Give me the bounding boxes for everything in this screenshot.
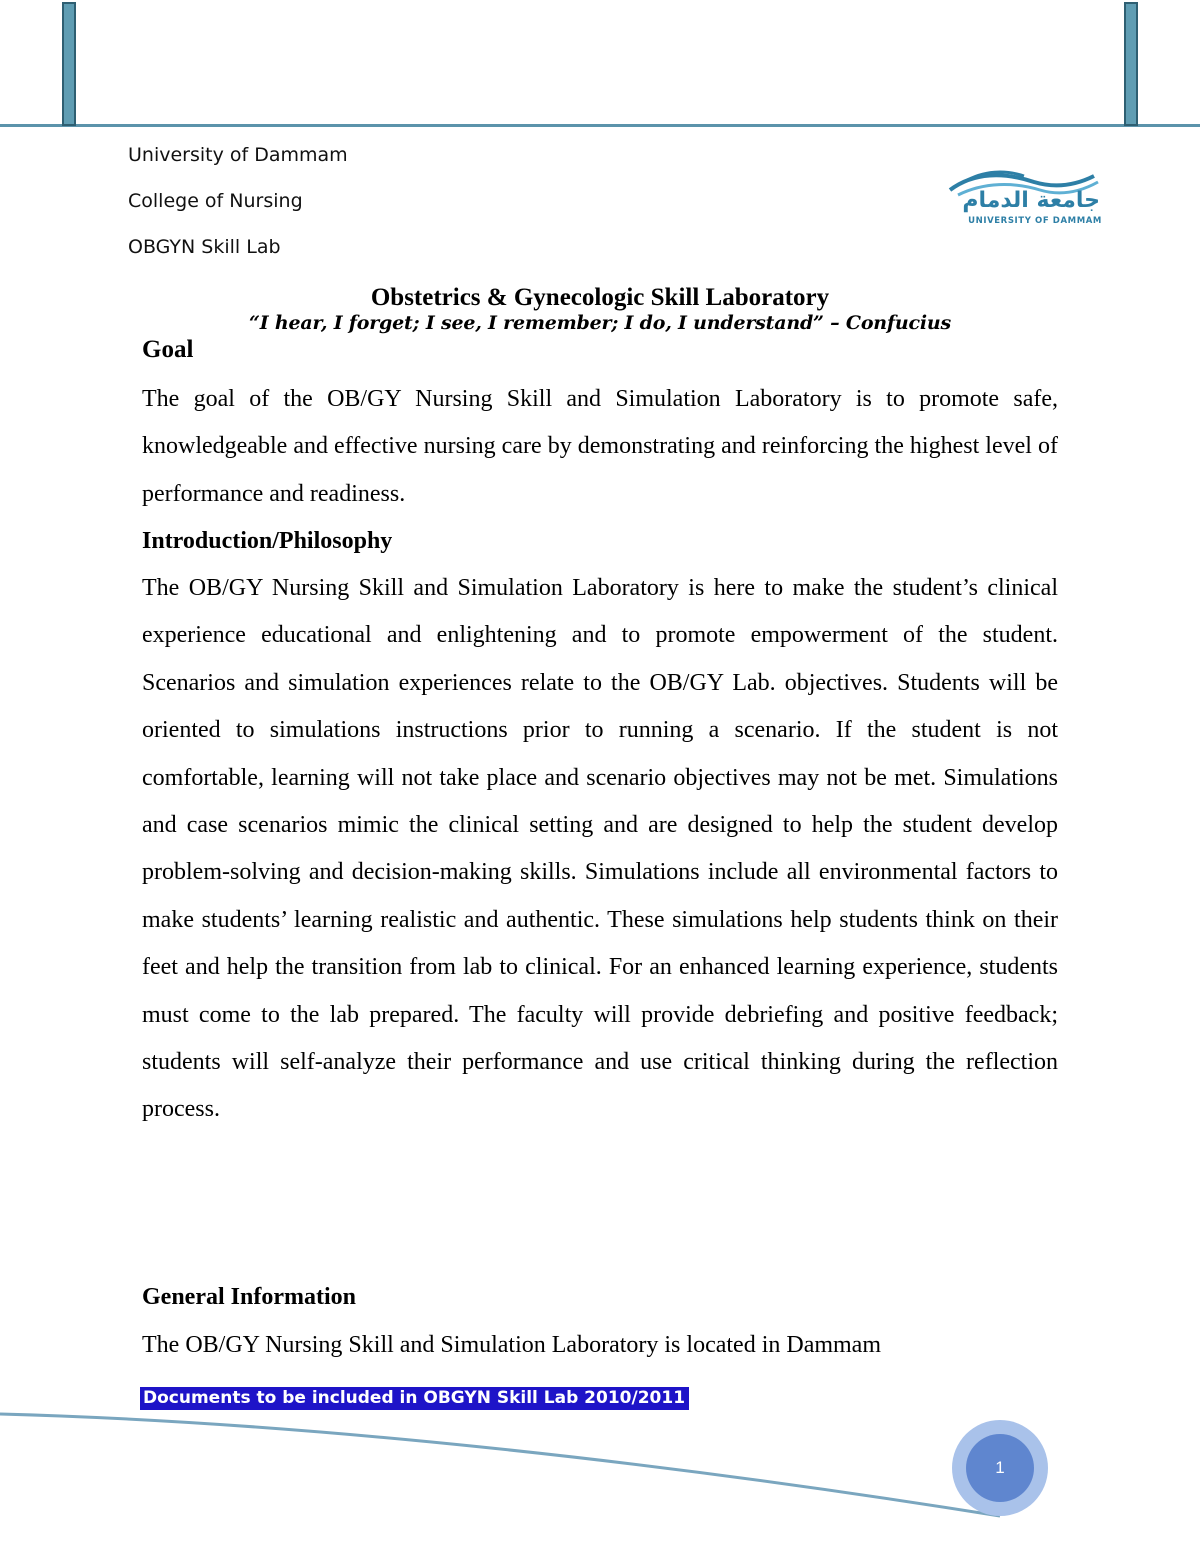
goal-heading: Goal xyxy=(142,336,194,363)
footer-curve-line xyxy=(0,1400,1010,1520)
header-college: College of Nursing xyxy=(128,190,303,212)
header-rule xyxy=(0,124,1200,127)
intro-heading: Introduction/Philosophy xyxy=(142,528,393,554)
logo-english-text: UNIVERSITY OF DAMMAM xyxy=(968,216,1102,226)
right-header-bar xyxy=(1124,2,1138,126)
footer-banner: Documents to be included in OBGYN Skill Lab 2010/2011 xyxy=(140,1387,689,1410)
header-lab: OBGYN Skill Lab xyxy=(128,236,281,258)
logo-arabic-text: جامعة الدمام xyxy=(962,188,1100,213)
left-header-bar xyxy=(62,2,76,126)
general-heading: General Information xyxy=(142,1284,356,1310)
page-number-badge xyxy=(966,1434,1034,1502)
university-logo xyxy=(944,168,1104,230)
goal-paragraph: The goal of the OB/GY Nursing Skill and Simulation Laboratory is to promote safe, knowledgeable and effective nursing care by demonstrating and reinforcing the highest level of performance and readiness. xyxy=(142,386,1058,507)
header-university: University of Dammam xyxy=(128,144,348,166)
quote: “I hear, I forget; I see, I remember; I do, I understand” – Confucius xyxy=(249,312,951,334)
page-title: Obstetrics & Gynecologic Skill Laboratory xyxy=(370,284,830,311)
page-number: 1 xyxy=(995,1458,1005,1477)
general-paragraph: The OB/GY Nursing Skill and Simulation Laboratory is located in Dammam xyxy=(142,1332,881,1358)
intro-paragraph: The OB/GY Nursing Skill and Simulation Laboratory is here to make the student’s clinical experience educational and enlightening and to promote empowerment of the student. Scenarios and simulation experiences relate to the OB/GY Lab. objectives. Students will be oriented to simulations instructions prior to running a scenario. If the student is not comfortable, learning will not take place and scenario objectives may not be met. Simulations and case scenarios mimic the clinical setting and are designed to help the student develop problem-solving and decision-making skills. Simulations include all environmental factors to make students’ learning realistic and authentic. These simulations help students think on their feet and help the transition from lab to clinical. For an enhanced learning experience, students must come to the lab prepared. The faculty will provide debriefing and positive feedback; students will self-analyze their performance and use critical thinking during the reflection process. xyxy=(142,575,1058,1123)
